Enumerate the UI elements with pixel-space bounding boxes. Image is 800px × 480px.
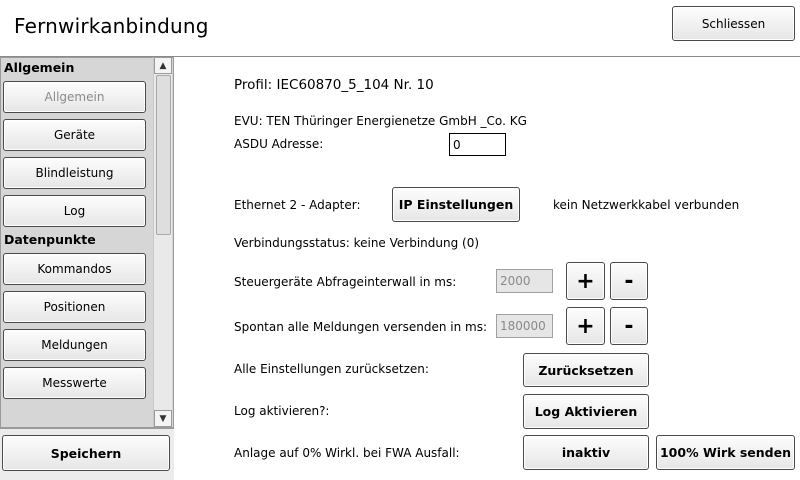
- sidebar-item-messwerte[interactable]: Messwerte: [3, 367, 146, 399]
- fwa-label: Anlage auf 0% Wirkl. bei FWA Ausfall:: [234, 446, 460, 460]
- log-activate-button[interactable]: Log Aktivieren: [523, 394, 649, 429]
- spontan-increase-button[interactable]: +: [566, 307, 605, 345]
- save-button[interactable]: Speichern: [2, 435, 170, 471]
- reset-button[interactable]: Zurücksetzen: [523, 353, 649, 387]
- sidebar-item-blindleistung[interactable]: Blindleistung: [3, 157, 146, 189]
- fwa-send-button[interactable]: 100% Wirk senden: [656, 435, 795, 470]
- asdu-label: ASDU Adresse:: [234, 137, 324, 151]
- spontan-decrease-button[interactable]: -: [610, 307, 648, 345]
- sidebar-item-allgemein[interactable]: Allgemein: [3, 81, 146, 113]
- close-button[interactable]: Schliessen: [672, 6, 795, 41]
- evu-label: EVU: TEN Thüringer Energienetze GmbH _Co. KG: [234, 114, 527, 128]
- sidebar-item-geraete[interactable]: Geräte: [3, 119, 146, 151]
- poll-decrease-button[interactable]: -: [610, 262, 648, 300]
- poll-increase-button[interactable]: +: [566, 262, 605, 300]
- poll-interval-input[interactable]: [496, 269, 553, 293]
- sidebar-item-positionen[interactable]: Positionen: [3, 291, 146, 323]
- sidebar-item-kommandos[interactable]: Kommandos: [3, 253, 146, 285]
- ethernet-label: Ethernet 2 - Adapter:: [234, 198, 361, 212]
- profile-label: Profil: IEC60870_5_104 Nr. 10: [234, 77, 434, 93]
- reset-label: Alle Einstellungen zurücksetzen:: [234, 362, 429, 376]
- log-label: Log aktivieren?:: [234, 404, 330, 418]
- sidebar-heading-allgemein: Allgemein: [4, 60, 75, 75]
- window-title: Fernwirkanbindung: [14, 14, 209, 38]
- connection-status-text: Verbindungsstatus: keine Verbindung (0): [234, 236, 480, 250]
- cable-status-text: kein Netzwerkkabel verbunden: [553, 198, 740, 212]
- asdu-address-input[interactable]: [449, 133, 506, 156]
- sidebar-heading-datenpunkte: Datenpunkte: [4, 232, 96, 247]
- sidebar-item-meldungen[interactable]: Meldungen: [3, 329, 146, 361]
- ip-settings-button[interactable]: IP Einstellungen: [392, 187, 520, 222]
- spontan-interval-input[interactable]: [496, 314, 553, 338]
- scroll-up-icon[interactable]: ▲: [154, 57, 172, 74]
- poll-interval-label: Steuergeräte Abfrageinterwall in ms:: [234, 275, 457, 289]
- sidebar-item-log[interactable]: Log: [3, 195, 146, 227]
- fwa-state-button[interactable]: inaktiv: [523, 435, 649, 470]
- scroll-down-icon[interactable]: ▼: [154, 410, 172, 427]
- spontan-label: Spontan alle Meldungen versenden in ms:: [234, 320, 488, 334]
- sidebar-scroll-thumb[interactable]: [156, 75, 171, 235]
